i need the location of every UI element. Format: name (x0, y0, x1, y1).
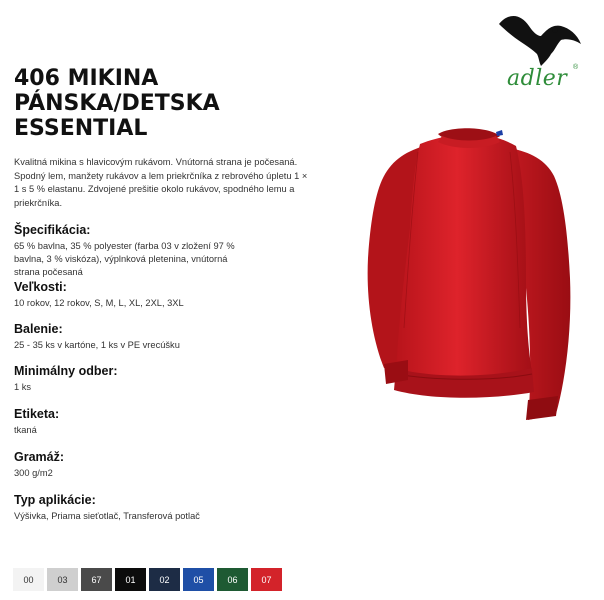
section-value: 25 - 35 ks v kartóne, 1 ks v PE vrecúšku (14, 340, 180, 350)
product-description: Kvalitná mikina s hlavicovým rukávom. Vnútorná strana je počesaná. Spodný lem, manžety rukávov a lem priekrčníka z rebrového úpletu 1 × 1 s 5 % elastanu. Zdvojené prešitie okolo rukávov, spodného lemu a priekrčníka. (14, 157, 308, 208)
section-label (14, 407, 334, 437)
swatch-code: 67 (91, 574, 102, 585)
title-line: ESSENTIAL (14, 116, 148, 141)
section-value: 10 rokov, 12 rokov, S, M, L, XL, 2XL, 3XL (14, 298, 184, 308)
section-sizes (14, 280, 334, 310)
swatch-code: 05 (193, 574, 204, 585)
section-min-order (14, 364, 334, 394)
swatch-67[interactable] (81, 568, 112, 591)
section-heading: Špecifikácia: (14, 223, 91, 237)
section-value: 300 g/m2 (14, 468, 53, 478)
swatch-07[interactable] (251, 568, 282, 591)
title-line: 406 MIKINA (14, 66, 159, 91)
swatch-code: 03 (57, 574, 68, 585)
section-heading: Minimálny odber: (14, 364, 118, 378)
swatch-06[interactable] (217, 568, 248, 591)
brand-wordmark: adler (507, 66, 568, 91)
swatch-00[interactable] (13, 568, 44, 591)
section-heading: Typ aplikácie: (14, 493, 96, 507)
product-title (14, 66, 344, 141)
swatch-code: 07 (261, 574, 272, 585)
swatch-01[interactable] (115, 568, 146, 591)
registered-mark: ® (573, 64, 579, 71)
section-heading: Veľkosti: (14, 280, 67, 294)
swatch-code: 02 (159, 574, 170, 585)
section-weight (14, 450, 334, 480)
swatch-code: 01 (125, 574, 136, 585)
swatch-05[interactable] (183, 568, 214, 591)
section-value: Výšivka, Priama sieťotlač, Transferová potlač (14, 511, 200, 521)
sweatshirt-image (360, 118, 578, 428)
section-specification (14, 223, 334, 279)
swatch-code: 00 (23, 574, 34, 585)
section-value: 1 ks (14, 382, 32, 392)
title-line: PÁNSKA/DETSKA (14, 91, 220, 116)
swatch-03[interactable] (47, 568, 78, 591)
adler-logo (495, 10, 587, 90)
swatch-code: 06 (227, 574, 238, 585)
eagle-icon (495, 10, 587, 68)
section-application (14, 493, 334, 523)
section-packaging (14, 322, 334, 352)
section-heading: Etiketa: (14, 407, 60, 421)
section-value: 65 % bavlna, 35 % polyester (farba 03 v zložení 97 % bavlna, 3 % viskóza), výplnková pletenina, vnútorná strana počesaná (14, 241, 235, 277)
section-value: tkaná (14, 425, 37, 435)
swatch-02[interactable] (149, 568, 180, 591)
section-heading: Balenie: (14, 322, 63, 336)
section-heading: Gramáž: (14, 450, 65, 464)
